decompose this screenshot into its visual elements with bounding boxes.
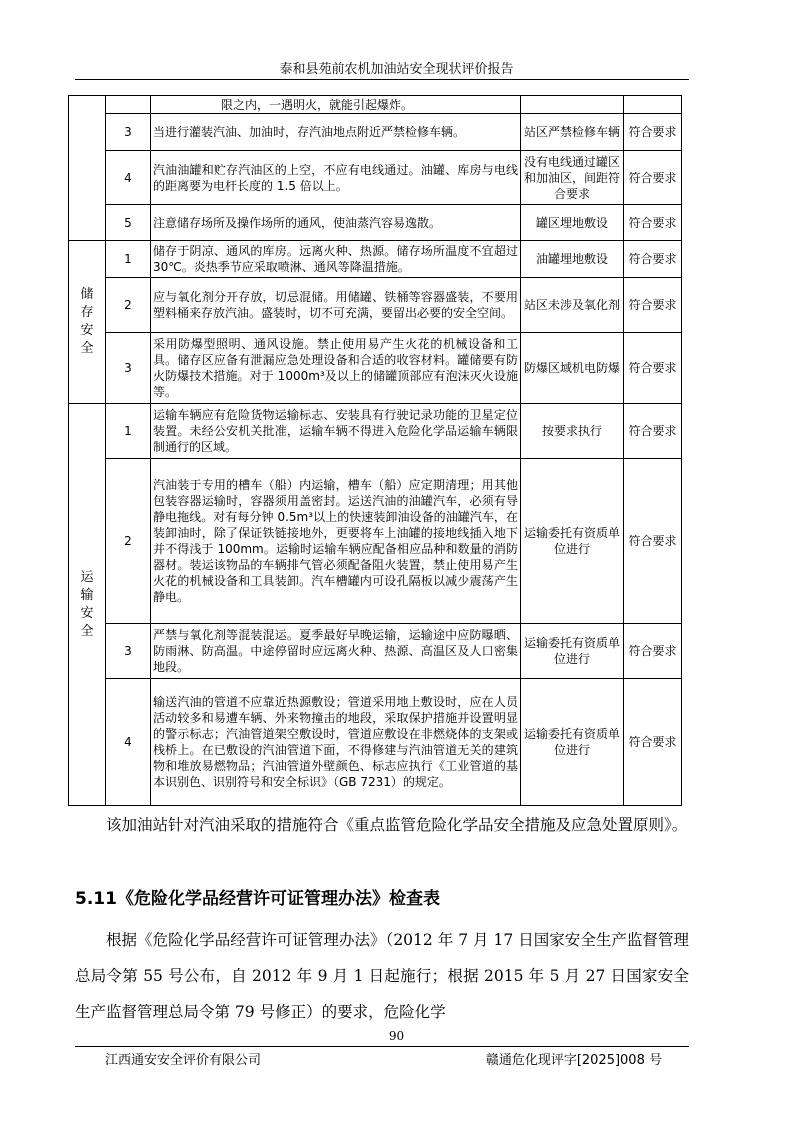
table-row	[69, 241, 682, 278]
row-result: 符合要求	[624, 241, 682, 278]
table-row	[69, 114, 682, 151]
table-row	[69, 333, 682, 404]
row-result: 符合要求	[624, 624, 682, 679]
table-row	[69, 679, 682, 806]
row-number: 3	[106, 114, 151, 151]
row-content: 运输车辆应有危险货物运输标志、安装具有行驶记录功能的卫星定位装置。未经公安机关批准，运输车辆不得进入危险化学品运输车辆限制通行的区域。	[151, 404, 521, 459]
row-result: 符合要求	[624, 679, 682, 806]
row-number: 5	[106, 205, 151, 241]
table-row	[69, 151, 682, 205]
page-header-title: 泰和县苑前农机加油站安全现状评价报告	[279, 62, 514, 77]
body-paragraph: 根据《危险化学品经营许可证管理办法》（2012 年 7 月 17 日国家安全生产监督管理总局令第 55 号公布，自 2012 年 9 月 1 日起施行；根据 2015 年 5 月 27 日国家安全生产监督管理总局令第 79 号修正）的要求，危险化学	[75, 931, 689, 1021]
row-number: 2	[106, 278, 151, 333]
row-content: 注意储存场所及操作场所的通风，使油蒸汽容易逸散。	[151, 205, 521, 241]
row-result: 符合要求	[624, 459, 682, 624]
page-number: 90	[388, 1029, 405, 1043]
footer-rule	[75, 1046, 689, 1047]
table-row	[69, 459, 682, 624]
row-content: 限之内，一遇明火，就能引起爆炸。	[151, 96, 521, 114]
row-measure: 防爆区域机电防爆	[521, 333, 624, 404]
row-measure: 没有电线通过罐区和加油区，间距符合要求	[521, 151, 624, 205]
row-result: 符合要求	[624, 278, 682, 333]
transport-category-cell	[69, 404, 106, 806]
row-number: 1	[106, 404, 151, 459]
table-row	[69, 404, 682, 459]
row-content: 应与氧化剂分开存放，切忌混储。用储罐、铁桶等容器盛装，不要用塑料桶来存放汽油。盛装时，切不可充满，要留出必要的安全空间。	[151, 278, 521, 333]
row-measure	[521, 96, 624, 114]
row-number: 3	[106, 333, 151, 404]
row-result	[624, 96, 682, 114]
table-row	[69, 96, 682, 114]
row-measure: 罐区埋地敷设	[521, 205, 624, 241]
row-number: 4	[106, 151, 151, 205]
row-number: 1	[106, 241, 151, 278]
footer-report-number: 赣通危化现评字[2025]008 号	[485, 1053, 662, 1068]
row-number: 4	[106, 679, 151, 806]
row-measure: 运输委托有资质单位进行	[521, 624, 624, 679]
row-result: 符合要求	[624, 114, 682, 151]
row-measure: 运输委托有资质单位进行	[521, 679, 624, 806]
row-measure: 站区未涉及氧化剂	[521, 278, 624, 333]
row-result: 符合要求	[624, 333, 682, 404]
row-result: 符合要求	[624, 205, 682, 241]
row-result: 符合要求	[624, 151, 682, 205]
body-paragraph: 该加油站针对汽油采取的措施符合《重点监管危险化学品安全措施及应急处置原则》。	[106, 816, 688, 834]
table-row	[69, 624, 682, 679]
row-measure: 运输委托有资质单位进行	[521, 459, 624, 624]
table-row	[69, 278, 682, 333]
section-heading: 5.11《危险化学品经营许可证管理办法》检查表	[75, 889, 440, 909]
table-row	[69, 205, 682, 241]
row-measure: 按要求执行	[521, 404, 624, 459]
row-result: 符合要求	[624, 404, 682, 459]
footer-company: 江西通安安全评价有限公司	[105, 1053, 262, 1068]
row-content: 汽油装于专用的槽车（船）内运输，槽车（船）应定期清理；用其他包装容器运输时，容器须用盖密封。运送汽油的油罐汽车，必须有导静电拖线。对有每分钟 0.5m³以上的快速装卸油设备的油罐汽车，在装卸油时，除了保证铁链接地外，更要将车上油罐的接地线插入地下并不得浅于 100mm。运输时运输车辆应配备相应品种和数量的消防器材。装运该物品的车辆排气管必须配备阻火装置，禁止使用易产生火花的机械设备和工具装卸。汽车槽罐内可设孔隔板以减少震荡产生静电。	[151, 459, 521, 624]
row-measure: 油罐埋地敷设	[521, 241, 624, 278]
category-label: 运输安全	[80, 569, 94, 639]
row-measure: 站区严禁检修车辆	[521, 114, 624, 151]
table-category-cell	[69, 96, 106, 241]
row-content: 采用防爆型照明、通风设施。禁止使用易产生火花的机械设备和工具。储存区应备有泄漏应急处理设备和合适的收容材料。罐储要有防火防爆技术措施。对于 1000m³及以上的储罐顶部应有泡沫灭火设施等。	[151, 333, 521, 404]
safety-check-table	[68, 95, 682, 806]
row-content: 汽油油罐和贮存汽油区的上空，不应有电线通过。油罐、库房与电线的距离要为电杆长度的 1.5 倍以上。	[151, 151, 521, 205]
row-number: 2	[106, 459, 151, 624]
row-content: 输送汽油的管道不应靠近热源敷设；管道采用地上敷设时，应在人员活动较多和易遭车辆、外来物撞击的地段，采取保护措施并设置明显的警示标志；汽油管道架空敷设时，管道应敷设在非燃烧体的支架或栈桥上。在已敷设的汽油管道下面，不得修建与汽油管道无关的建筑物和堆放易燃物品；汽油管道外壁颜色、标志应执行《工业管道的基本识别色、识别符号和安全标识》（GB 7231）的规定。	[151, 679, 521, 806]
category-label: 储存安全	[80, 287, 94, 356]
row-number	[106, 96, 151, 114]
row-content: 储存于阴凉、通风的库房。远离火种、热源。储存场所温度不宜超过 30℃。炎热季节应采取喷淋、通风等降温措施。	[151, 241, 521, 278]
storage-category-cell	[69, 241, 106, 404]
row-number: 3	[106, 624, 151, 679]
row-content: 当进行灌装汽油、加油时，存汽油地点附近严禁检修车辆。	[151, 114, 521, 151]
row-content: 严禁与氧化剂等混装混运。夏季最好早晚运输，运输途中应防曝晒、防雨淋、防高温。中途停留时应远离火种、热源、高温区及人口密集地段。	[151, 624, 521, 679]
header-rule	[75, 79, 689, 80]
